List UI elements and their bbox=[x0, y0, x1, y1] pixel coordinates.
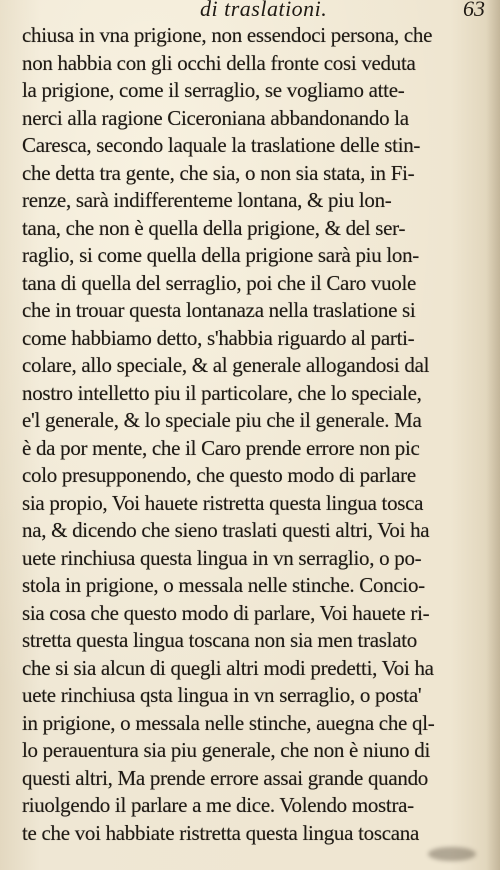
text-line: sia propio, Voi hauete ristretta questa lingua tosca bbox=[22, 490, 424, 515]
text-line: che detta tra gente, che sia, o non sia stata, in Fi- bbox=[22, 160, 415, 185]
text-line: non habbia con gli occhi della fronte cosi veduta bbox=[22, 50, 416, 75]
text-line: nerci alla ragione Ciceroniana abbandonando la bbox=[22, 105, 409, 130]
text-line: stola in prigione, o messala nelle stinche. Concio- bbox=[22, 573, 425, 597]
text-line: lo perauentura sia piu generale, che non è niuno di bbox=[22, 738, 431, 762]
text-line: nostro intelletto piu il particolare, che lo speciale, bbox=[22, 380, 422, 405]
text-line: in prigione, o messala nelle stinche, auegna che ql- bbox=[22, 710, 435, 735]
text-line: te che voi habbiate ristretta questa lingua toscana bbox=[22, 820, 419, 845]
text-line: chiusa in vna prigione, non essendoci persona, che bbox=[22, 23, 433, 47]
text-line: tana, che non è quella della prigione, & del ser- bbox=[22, 215, 406, 240]
text-line: è da por mente, che il Caro prende errore non pic bbox=[22, 435, 420, 460]
text-line: riuolgendo il parlare a me dice. Volendo mostra- bbox=[22, 793, 414, 817]
text-line: sia cosa che questo modo di parlare, Voi hauete ri- bbox=[22, 600, 430, 625]
text-line: e'l generale, & lo speciale piu che il generale. Ma bbox=[22, 408, 422, 432]
text-line: colo presupponendo, che questo modo di parlare bbox=[22, 463, 416, 487]
text-line: la prigione, come il serraglio, se vogliamo atte- bbox=[22, 78, 405, 102]
text-line: na, & dicendo che sieno traslati questi altri, Voi ha bbox=[22, 518, 430, 542]
text-line: Caresca, secondo laquale la traslatione delle stin- bbox=[22, 133, 421, 157]
text-line: che in trouar questa lontanaza nella traslatione si bbox=[22, 298, 416, 322]
page-header bbox=[0, 0, 500, 20]
page-number: 63 bbox=[463, 0, 485, 21]
text-line: raglio, si come quella della prigione sarà piu lon- bbox=[22, 243, 419, 267]
body-text bbox=[22, 22, 492, 847]
text-line: che si sia alcun di quegli altri modi predetti, Voi ha bbox=[22, 655, 434, 680]
ink-blot bbox=[428, 847, 476, 861]
text-line: come habbiamo detto, s'habbia riguardo al parti- bbox=[22, 325, 415, 350]
text-line: uete rinchiusa qsta lingua in vn serraglio, o posta' bbox=[22, 683, 422, 707]
running-head: di traslationi. bbox=[200, 0, 328, 21]
text-line: renze, sarà indifferenteme lontana, & piu lon- bbox=[22, 188, 392, 212]
text-line: colare, allo speciale, & al generale allogandosi dal bbox=[22, 353, 430, 377]
text-line: uete rinchiusa questa lingua in vn serraglio, o po- bbox=[22, 545, 422, 570]
text-line: questi altri, Ma prende errore assai grande quando bbox=[22, 765, 429, 790]
text-line: stretta questa lingua toscana non sia men traslato bbox=[22, 628, 417, 652]
text-line: tana di quella del serraglio, poi che il Caro vuole bbox=[22, 270, 417, 295]
